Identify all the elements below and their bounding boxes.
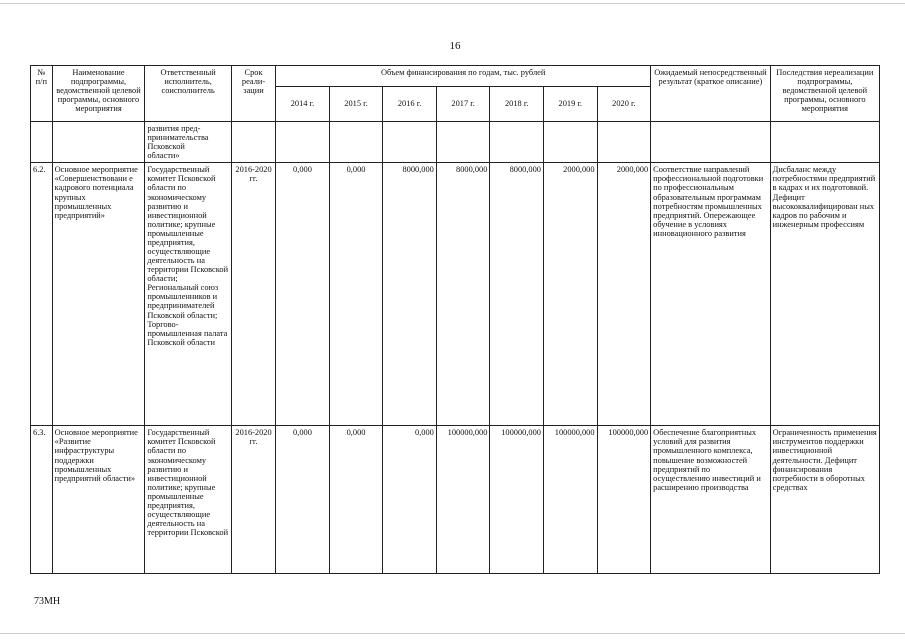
row-name: Основное мероприятие «Развитие инфраструктуры поддержки промышленных предприятий области» bbox=[52, 426, 145, 574]
row-num: 6.2. bbox=[31, 163, 53, 426]
header-year: 2018 г. bbox=[490, 87, 544, 122]
table-row bbox=[31, 426, 880, 574]
header-num: № п/п bbox=[31, 66, 53, 122]
table-row-continuation bbox=[31, 122, 880, 163]
header-term: Срок реали-зации bbox=[231, 66, 275, 122]
header-funding: Объем финансирования по годам, тыс. рублей bbox=[276, 66, 651, 87]
scan-edge-top bbox=[0, 3, 905, 4]
funding-table bbox=[30, 65, 880, 574]
row-value: 8000,000 bbox=[490, 163, 544, 426]
row-consequences: Дисбаланс между потребностями предприятий в кадрах и их подготовкой. Дефицит высококвалифицирован ных кадров по рабочим и инженерным профессиям bbox=[770, 163, 879, 426]
row-num: 6.3. bbox=[31, 426, 53, 574]
row-value: 100000,000 bbox=[490, 426, 544, 574]
row-result: Обеспечение благоприятных условий для развития промышленного комплекса, повышение возможностей предприятий по осуществлению инвестиций и расширению производства bbox=[651, 426, 771, 574]
row-value: 8000,000 bbox=[383, 163, 437, 426]
header-name: Наименование подпрограммы, ведомственной целевой программы, основного мероприятия bbox=[52, 66, 145, 122]
row-value: 2000,000 bbox=[597, 163, 651, 426]
row-value: 0,000 bbox=[329, 163, 383, 426]
header-year: 2020 г. bbox=[597, 87, 651, 122]
footer-code: 73МН bbox=[34, 596, 61, 607]
table-header-row bbox=[31, 66, 880, 87]
row-consequences: Ограниченность применения инструментов поддержки инвестиционной деятельности. Дефицит финансирования потребности в оборотных средствах bbox=[770, 426, 879, 574]
row-value: 0,000 bbox=[329, 426, 383, 574]
row-name: Основное мероприятие «Совершенствовани е кадрового потенциала крупных промышленных предприятий» bbox=[52, 163, 145, 426]
header-executor: Ответственный исполнитель, соисполнитель bbox=[145, 66, 232, 122]
row-executor: Государственный комитет Псковской области по экономическому развитию и инвестиционной политике; крупные промышленные предприятия, осуществляющие деятельность на территории Псковской bbox=[145, 426, 232, 574]
row-value: 2000,000 bbox=[543, 163, 597, 426]
header-year: 2017 г. bbox=[436, 87, 490, 122]
header-result: Ожидаемый непосредственный результат (краткое описание) bbox=[651, 66, 771, 122]
page-number: 16 bbox=[449, 40, 461, 52]
row-value: 0,000 bbox=[383, 426, 437, 574]
row-value: 100000,000 bbox=[436, 426, 490, 574]
row-value: 0,000 bbox=[276, 426, 330, 574]
row-value: 8000,000 bbox=[436, 163, 490, 426]
row-term: 2016-2020 гг. bbox=[231, 426, 275, 574]
row-value: 0,000 bbox=[276, 163, 330, 426]
row-value: 100000,000 bbox=[543, 426, 597, 574]
continuation-executor: развития пред- принимательства Псковской области» bbox=[145, 122, 232, 163]
header-year: 2016 г. bbox=[383, 87, 437, 122]
row-value: 100000,000 bbox=[597, 426, 651, 574]
header-consequences: Последствия нереализации подпрограммы, ведомственной целевой программы, основного мероприятия bbox=[770, 66, 879, 122]
row-executor: Государственный комитет Псковской области по экономическому развитию и инвестиционной политике; крупные промышленные предприятия, осуществляющие деятельность на территории Псковской области; Региональный союз промышленников и предпринимателей Псковской области; Торгово-промышленная палата Псковской области bbox=[145, 163, 232, 426]
header-year: 2014 г. bbox=[276, 87, 330, 122]
row-term: 2016-2020 гг. bbox=[231, 163, 275, 426]
table-row bbox=[31, 163, 880, 426]
header-year: 2015 г. bbox=[329, 87, 383, 122]
row-result: Соответствие направлений профессиональной подготовки по профессиональным образовательным программам потребностям промышленных предприятий. Опережающее обучение в условиях инновационного развития bbox=[651, 163, 771, 426]
scan-edge-bottom bbox=[0, 633, 905, 634]
header-year: 2019 г. bbox=[543, 87, 597, 122]
